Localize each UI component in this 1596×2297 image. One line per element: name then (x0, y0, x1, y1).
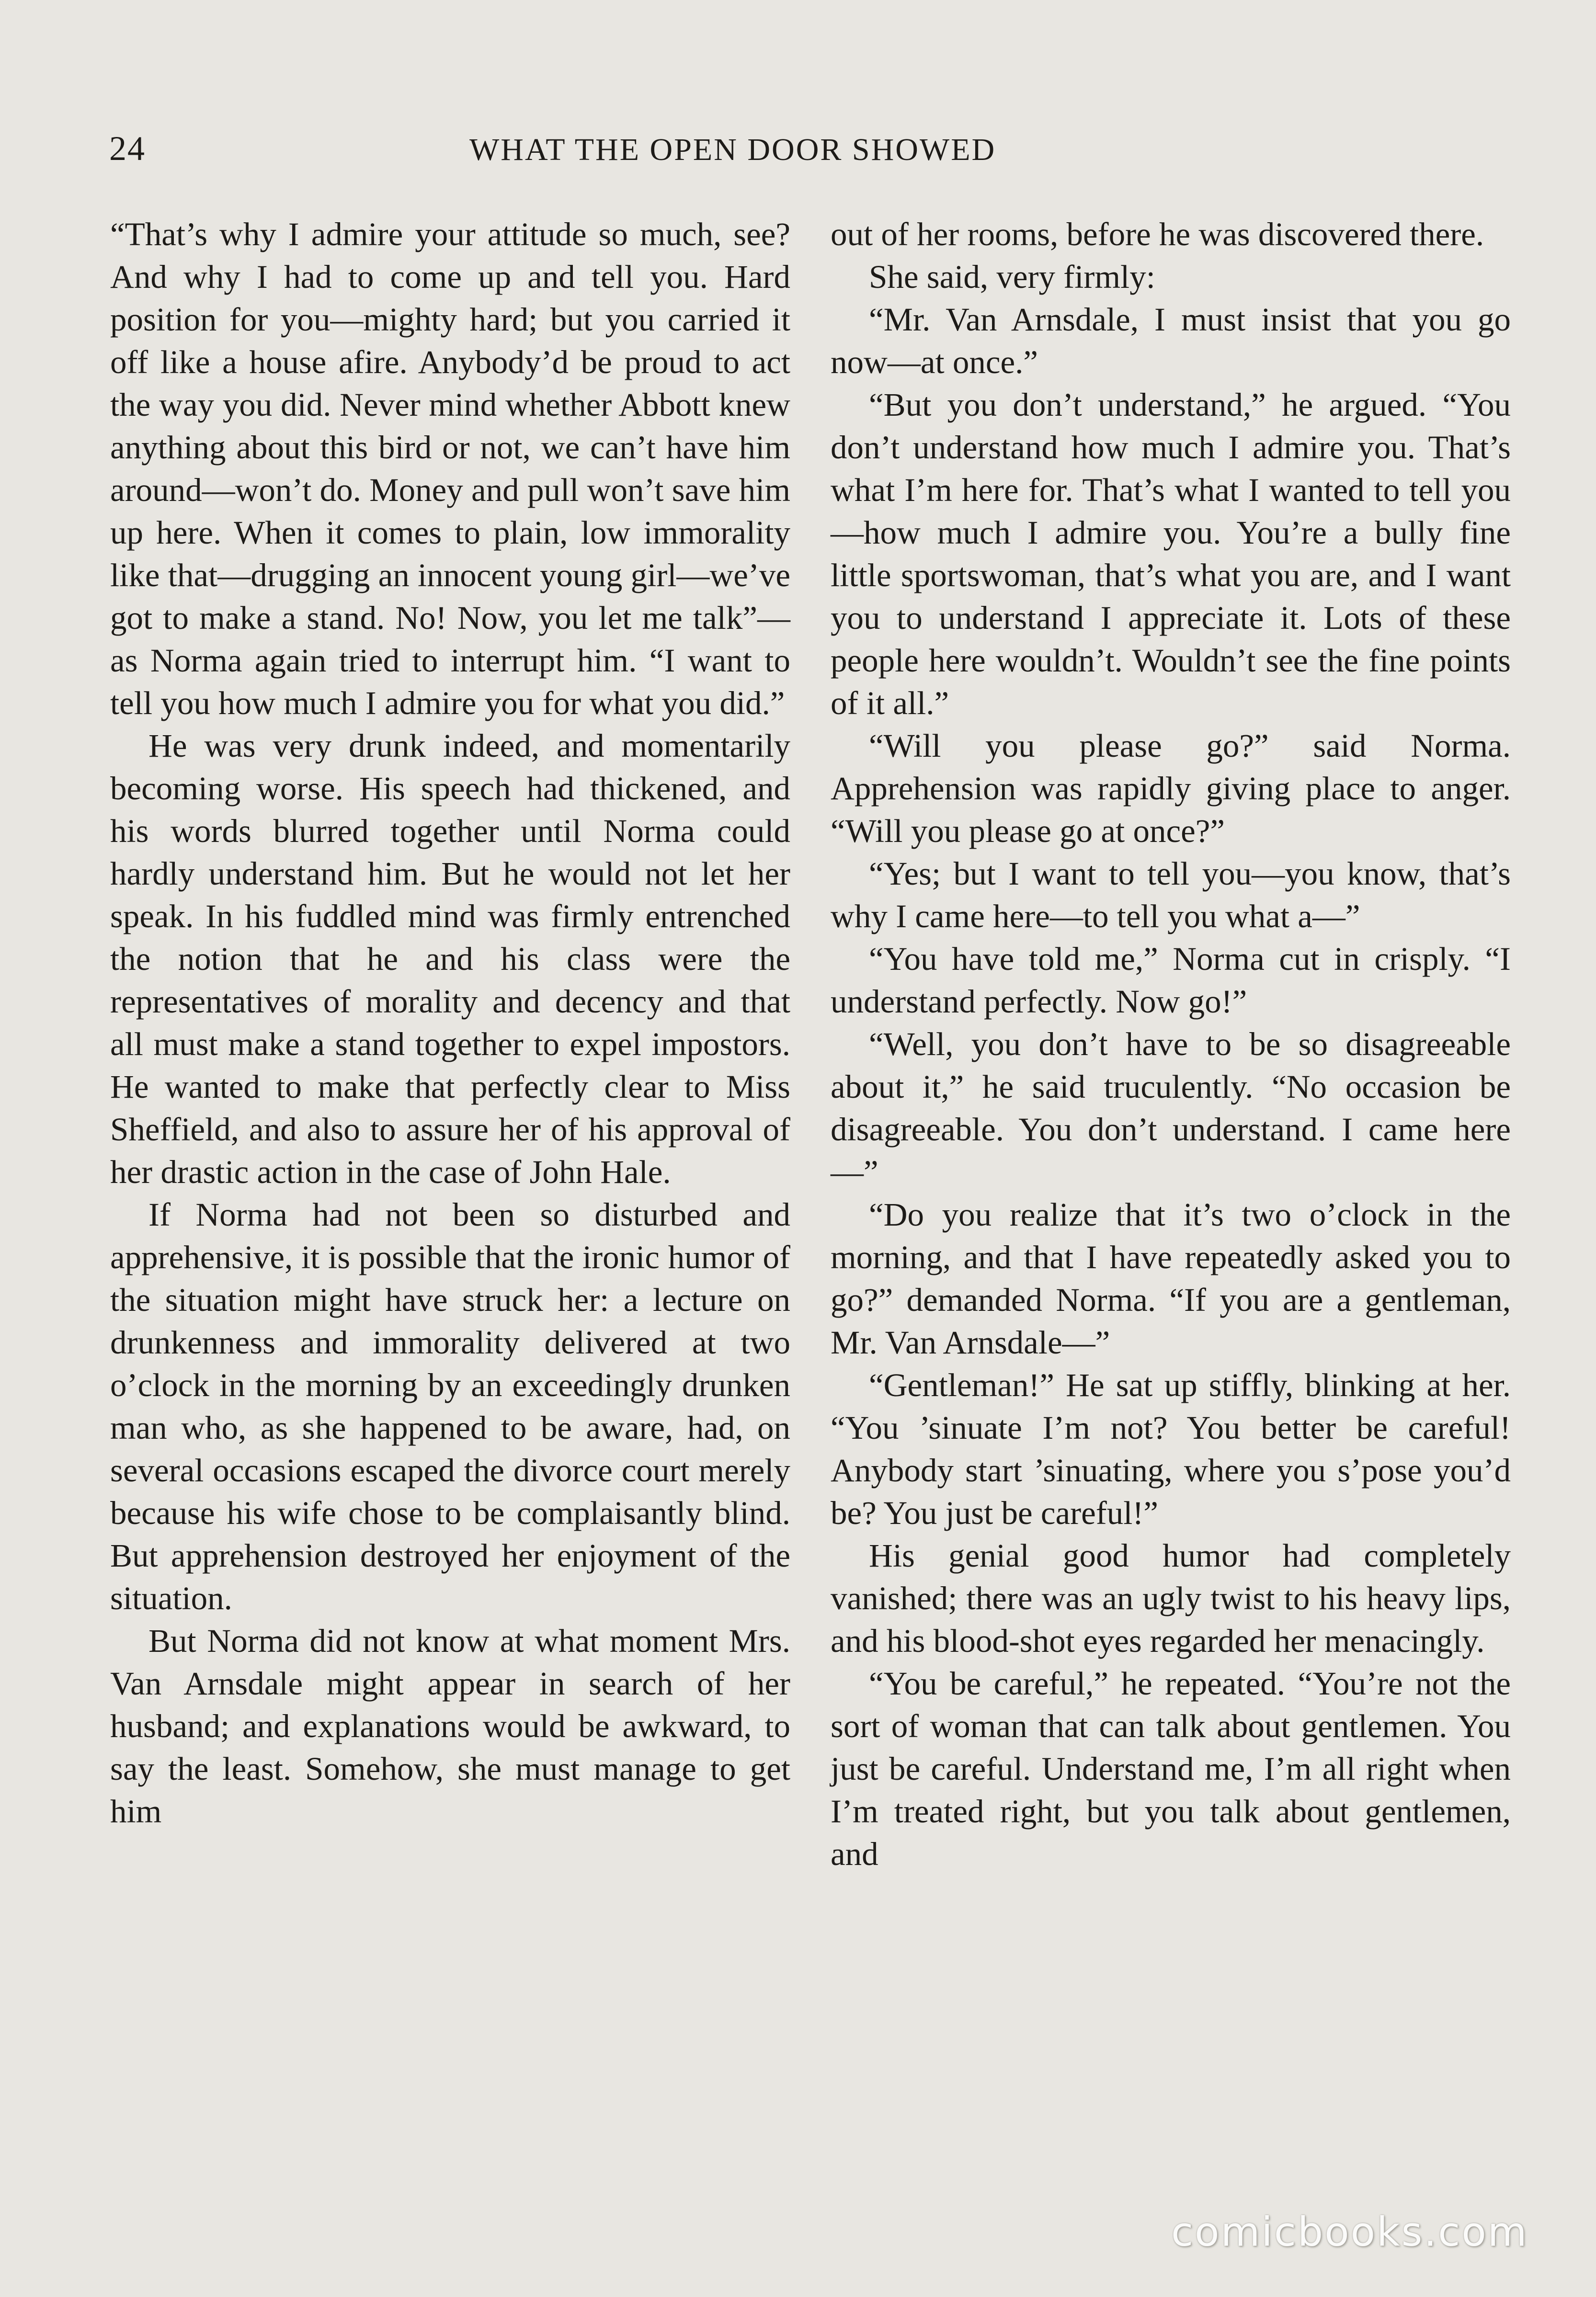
paragraph: “That’s why I admire your attitude so much, see? And why I had to come up and tell you. Hard position for you—mighty hard; but you carried it off like a house afire. Anybody’d be proud to act the way you did. Never mind whether Abbott knew anything about this bird or not, we can’t have him around—won’t do. Money and pull won’t save him up here. When it comes to plain, low immorality like that—drugging an innocent young girl—we’ve got to make a stand. No! Now, you let me talk”—as Norma again tried to interrupt him. “I want to tell you how much I admire you for what you did.” (110, 216, 790, 721)
paragraph: “You have told me,” Norma cut in crisply. “I understand perfectly. Now go!” (831, 941, 1511, 1020)
watermark: comicbooks.com (1171, 2208, 1528, 2255)
right-column (831, 213, 1511, 1876)
paragraph: “But you don’t understand,” he argued. “You don’t understand how much I admire you. That’s what I’m here for. That’s what I wanted to tell you—how much I admire you. You’re a bully fine little sportswoman, that’s what you are, and I want you to understand I appreciate it. Lots of these people here wouldn’t. Wouldn’t see the fine points of it all.” (831, 387, 1511, 721)
left-column (110, 213, 790, 1833)
paragraph: “Gentleman!” He sat up stiffly, blinking at her. “You ’sinuate I’m not? You better be careful! Anybody start ’sinuating, where you s’pose you’d be? You just be careful!” (831, 1367, 1511, 1531)
paragraph: If Norma had not been so disturbed and apprehensive, it is possible that the ironic humor of the situation might have struck her: a lecture on drunkenness and immorality delivered at two o’clock in the morning by an exceedingly drunken man who, as she happened to be aware, had, on several occasions escaped the divorce court merely because his wife chose to be complaisantly blind. But apprehension destroyed her enjoyment of the situation. (110, 1196, 790, 1616)
paragraph: “Mr. Van Arnsdale, I must insist that you go now—at once.” (831, 301, 1511, 380)
page-number: 24 (109, 129, 146, 168)
paragraph: “Yes; but I want to tell you—you know, that’s why I came here—to tell you what a—” (831, 855, 1511, 934)
paragraph: He was very drunk indeed, and momentarily becoming worse. His speech had thickened, and his words blurred together until Norma could hardly understand him. But he would not let her speak. In his fuddled mind was firmly entrenched the notion that he and his class were the representatives of morality and decency and that all must make a stand together to expel impostors. He wanted to make that perfectly clear to Miss Sheffield, and also to assure her of his approval of her drastic action in the case of John Hale. (110, 728, 790, 1190)
paragraph: “Will you please go?” said Norma. Apprehension was rapidly giving place to anger. “Will you please go at once?” (831, 728, 1511, 849)
paragraph: But Norma did not know at what moment Mrs. Van Arnsdale might appear in search of her husband; and explanations would be awkward, to say the least. Somehow, she must manage to get him (110, 1623, 790, 1830)
paragraph: “You be careful,” he repeated. “You’re not the sort of woman that can talk about gentlemen. You just be careful. Understand me, I’m all right when I’m treated right, but you talk about gentlemen, and (831, 1665, 1511, 1872)
paragraph: “Well, you don’t have to be so disagreeable about it,” he said truculently. “No occasion be disagreeable. You don’t understand. I came here—” (831, 1026, 1511, 1190)
paragraph: His genial good humor had completely vanished; there was an ugly twist to his heavy lips, and his blood-shot eyes regarded her menacingly. (831, 1537, 1511, 1659)
paragraph: She said, very firmly: (869, 259, 1155, 295)
paragraph: out of her rooms, before he was discovered there. (831, 216, 1484, 252)
running-head: WHAT THE OPEN DOOR SHOWED (469, 132, 996, 167)
paragraph: “Do you realize that it’s two o’clock in the morning, and that I have repeatedly asked you to go?” demanded Norma. “If you are a gentleman, Mr. Van Arnsdale—” (831, 1196, 1511, 1361)
